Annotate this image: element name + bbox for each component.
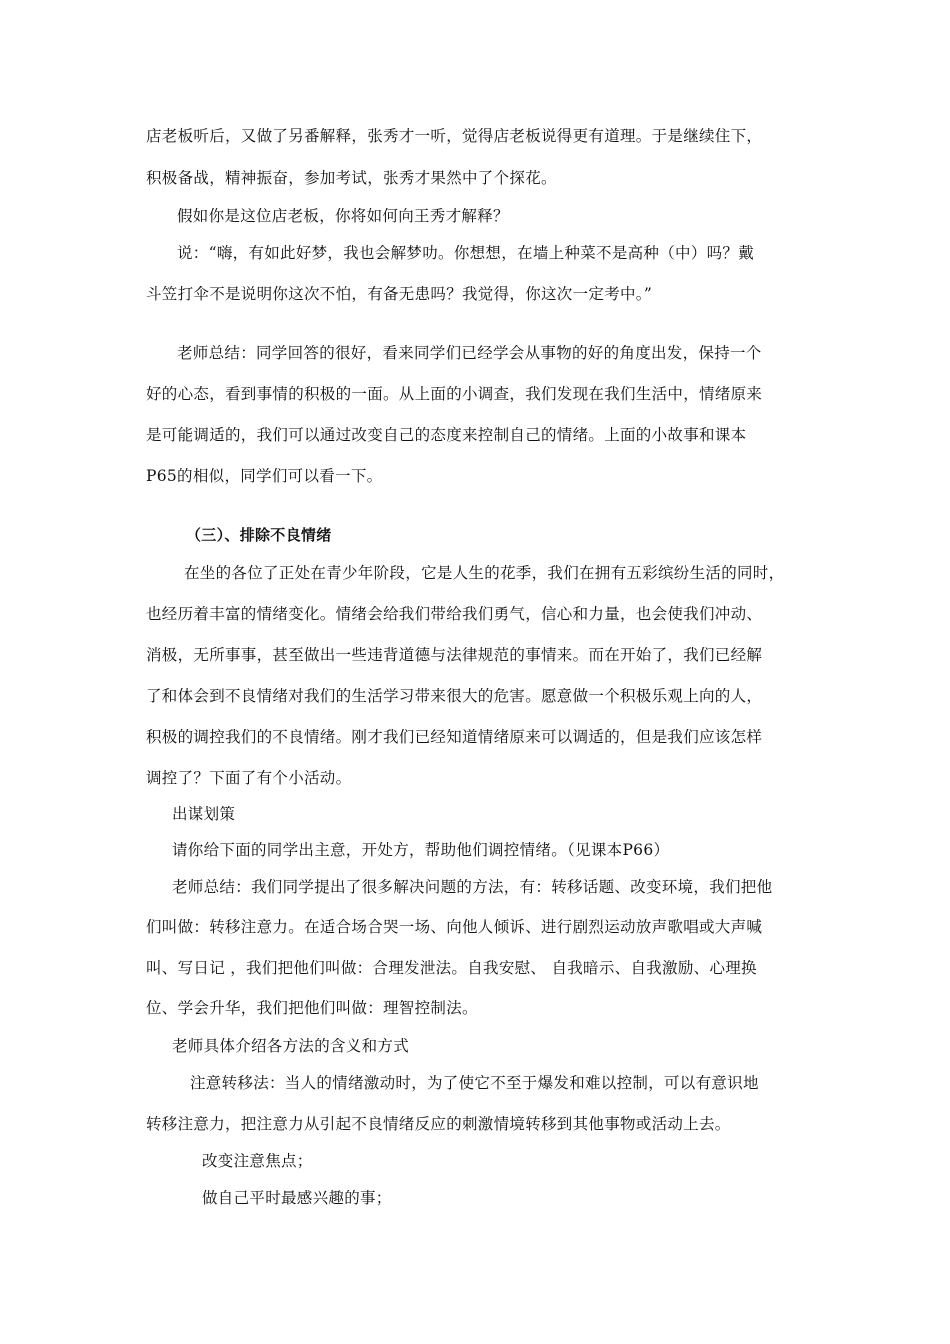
teacher-summary-line: 位、学会升华，我们把他们叫做：理智控制法。 <box>146 999 478 1017</box>
teacher-summary-line: 老师总结：同学回答的很好，看来同学们已经学会从事物的好的角度出发，保持一个 <box>177 344 762 362</box>
answer-line: 说：“嗨，有如此好梦，我也会解梦叻。你想想，在墙上种菜不是高种（中）吗？戴 <box>177 244 755 262</box>
activity-title: 出谋划策 <box>172 805 236 823</box>
teacher-summary-line: 好的心态，看到事情的积极的一面。从上面的小调查，我们发现在我们生活中，情绪原来 <box>146 385 763 403</box>
teacher-summary-line: 是可能调适的，我们可以通过改变自己的态度来控制自己的情绪。上面的小故事和课本 <box>146 426 747 444</box>
section-heading: （三）、排除不良情绪 <box>186 526 332 544</box>
method-item: 做自己平时最感兴趣的事； <box>202 1189 392 1207</box>
body-paragraph-line: 了和体会到不良情绪对我们的生活学习带来很大的危害。愿意做一个积极乐观上向的人， <box>146 687 763 705</box>
activity-instruction: 请你给下面的同学出主意，开处方，帮助他们调控情绪。（见课本P66） <box>172 841 670 859</box>
answer-line: 斗笠打伞不是说明你这次不怕，有备无患吗？我觉得，你这次一定考中。” <box>146 285 653 303</box>
teacher-summary-line: 老师总结：我们同学提出了很多解决问题的方法，有：转移话题、改变环境，我们把他 <box>172 878 773 896</box>
body-paragraph-line: 调控了？下面了有个小活动。 <box>146 769 352 787</box>
method-definition-line: 注意转移法：当人的情绪激动时，为了使它不至于爆发和难以控制，可以有意识地 <box>190 1074 759 1092</box>
body-paragraph-line: 积极的调控我们的不良情绪。刚才我们已经知道情绪原来可以调适的，但是我们应该怎样 <box>146 728 763 746</box>
body-paragraph-line: 也经历着丰富的情绪变化。情绪会给我们带给我们勇气，信心和力量，也会使我们冲动、 <box>146 605 763 623</box>
teacher-summary-line: 们叫做：转移注意力。在适合场合哭一场、向他人倾诉、进行剧烈运动放声歌唱或大声喊 <box>146 918 763 936</box>
question-line: 假如你是这位店老板，你将如何向王秀才解释？ <box>177 207 509 225</box>
method-item: 改变注意焦点； <box>202 1152 313 1170</box>
story-paragraph-line: 店老板听后，又做了另番解释，张秀才一听，觉得店老板说得更有道理。于是继续住下， <box>146 127 763 145</box>
teacher-summary-line: P65的相似，同学们可以看一下。 <box>146 467 383 485</box>
method-definition-line: 转移注意力，把注意力从引起不良情绪反应的刺激情境转移到其他事物或活动上去。 <box>146 1115 731 1133</box>
method-intro-line: 老师具体介绍各方法的含义和方式 <box>172 1037 410 1055</box>
story-paragraph-line: 积极备战，精神振奋，参加考试，张秀才果然中了个探花。 <box>146 169 557 187</box>
body-paragraph-line: 在坐的各位了正处在青少年阶段，它是人生的花季，我们在拥有五彩缤纷生活的同时， <box>184 564 785 582</box>
teacher-summary-line: 叫、写日记 ，我们把他们叫做：合理发泄法。自我安慰、 自我暗示、自我激励、心理换 <box>146 959 757 977</box>
body-paragraph-line: 消极，无所事事，甚至做出一些违背道德与法律规范的事情来。而在开始了，我们已经解 <box>146 646 763 664</box>
